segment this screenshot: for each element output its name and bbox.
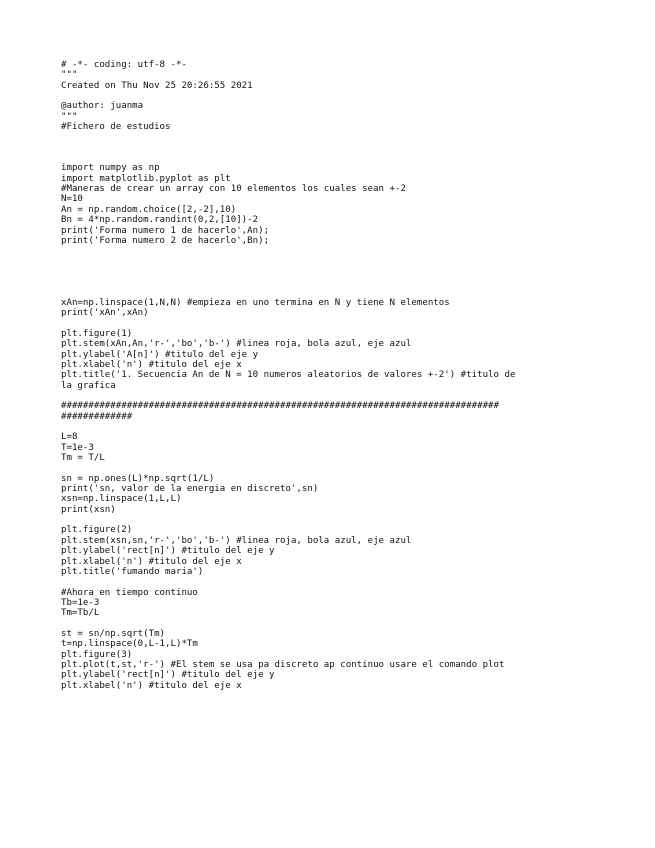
code-line: Tm = T/L — [61, 453, 105, 464]
code-line: #Maneras de crear un array con 10 elementos los cuales sean +-2 — [61, 184, 406, 195]
code-line: print('Forma numero 2 de hacerlo',Bn); — [61, 235, 270, 246]
blank-line — [61, 463, 631, 473]
code-document — [61, 60, 631, 691]
code-line: Tb=1e-3 — [61, 597, 100, 608]
code-line: t=np.linspace(0,L-1,L)*Tm — [61, 639, 198, 650]
blank-line — [61, 515, 631, 525]
code-line: plt.xlabel('n') #titulo del eje x — [61, 680, 242, 691]
code-line: plt.ylabel('A[n]') #titulo del eje y — [61, 349, 259, 360]
code-line: sn = np.ones(L)*np.sqrt(1/L) — [61, 473, 215, 484]
code-line: plt.figure(1) — [61, 328, 133, 339]
code-line: print('xAn',xAn) — [61, 308, 149, 319]
blank-line — [61, 277, 631, 287]
blank-line — [61, 391, 631, 401]
code-line: ############# — [61, 411, 133, 422]
code-line: """ — [61, 70, 78, 81]
code-line: L=8 — [61, 432, 78, 443]
blank-line — [61, 577, 631, 587]
code-line: print('Forma numero 1 de hacerlo',An); — [61, 225, 270, 236]
code-line: plt.title('1. Secuencia An de N = 10 numeros aleatorios de valores +-2') #titulo de — [61, 370, 516, 381]
code-line: T=1e-3 — [61, 442, 94, 453]
code-line: plt.stem(xAn,An,'r-','bo','b-') #linea roja, bola azul, eje azul — [61, 339, 412, 350]
code-line: plt.figure(3) — [61, 649, 133, 660]
code-line: print('sn, valor de la energia en discreto',sn) — [61, 484, 319, 495]
code-line: plt.ylabel('rect[n]') #titulo del eje y — [61, 546, 275, 557]
code-line: plt.title('fumando maria') — [61, 566, 204, 577]
code-line: plt.xlabel('n') #titulo del eje x — [61, 556, 242, 567]
code-line: plt.xlabel('n') #titulo del eje x — [61, 359, 242, 370]
blank-line — [61, 319, 631, 329]
blank-line — [61, 257, 631, 267]
code-line: ################################################################################ — [61, 401, 499, 412]
code-line: print(xsn) — [61, 504, 116, 515]
blank-line — [61, 91, 631, 101]
blank-line — [61, 153, 631, 163]
blank-line — [61, 246, 631, 256]
code-line: plt.ylabel('rect[n]') #titulo del eje y — [61, 670, 275, 681]
code-line: plt.figure(2) — [61, 525, 133, 536]
code-line: An = np.random.choice([2,-2],10) — [61, 204, 237, 215]
code-line: plt.plot(t,st,'r-') #El stem se usa pa discreto ap continuo usare el comando plot — [61, 659, 505, 670]
code-line: @author: juanma — [61, 101, 144, 112]
code-line: plt.stem(xsn,sn,'r-','bo','b-') #linea roja, bola azul, eje azul — [61, 535, 412, 546]
blank-line — [61, 132, 631, 142]
blank-line — [61, 422, 631, 432]
code-line: #Ahora en tiempo continuo — [61, 587, 198, 598]
code-line: import matplotlib.pyplot as plt — [61, 173, 231, 184]
blank-line — [61, 288, 631, 298]
code-line: la grafica — [61, 380, 116, 391]
code-line: # -*- coding: utf-8 -*- — [61, 60, 187, 70]
code-line: xsn=np.linspace(1,L,L) — [61, 494, 182, 505]
code-line: xAn=np.linspace(1,N,N) #empieza en uno termina en N y tiene N elementos — [61, 297, 450, 308]
code-line: import numpy as np — [61, 163, 160, 174]
blank-line — [61, 619, 631, 629]
code-line: Created on Thu Nov 25 20:26:55 2021 — [61, 80, 253, 91]
blank-line — [61, 267, 631, 277]
code-line: """ — [61, 111, 78, 122]
code-line: st = sn/np.sqrt(Tm) — [61, 628, 166, 639]
code-line: N=10 — [61, 194, 83, 205]
code-line: Bn = 4*np.random.randint(0,2,[10])-2 — [61, 215, 259, 226]
code-line: Tm=Tb/L — [61, 608, 100, 619]
code-line: #Fichero de estudios — [61, 122, 171, 133]
blank-line — [61, 143, 631, 153]
